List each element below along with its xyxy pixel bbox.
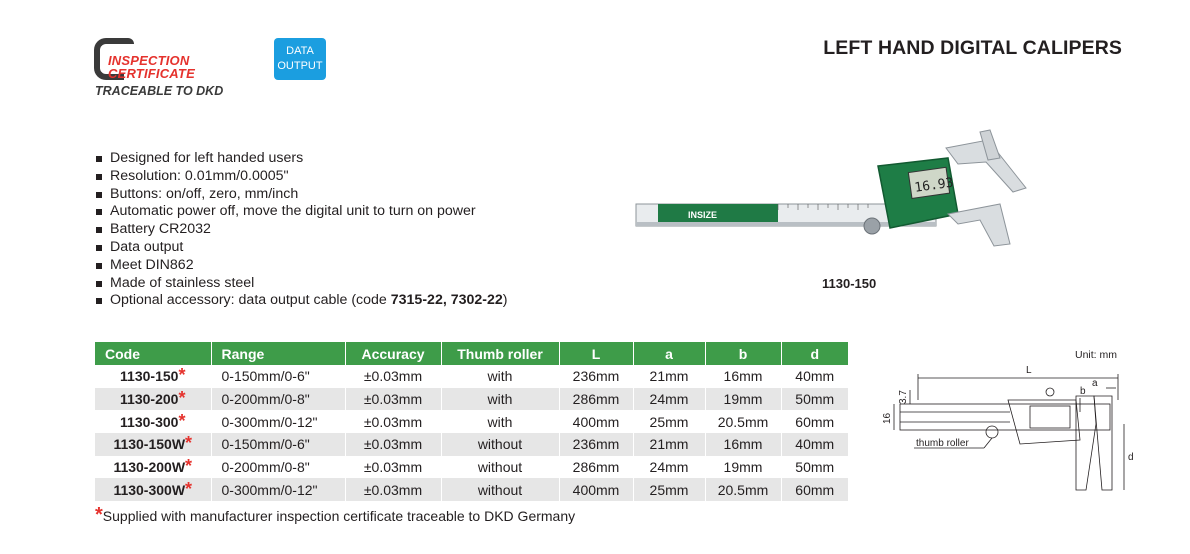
cell-b: 16mm (705, 365, 781, 388)
asterisk: * (185, 433, 193, 454)
cell-d: 40mm (781, 433, 848, 456)
cell-range: 0-150mm/0-6" (211, 433, 345, 456)
feature-item: Battery CR2032 (96, 221, 508, 239)
table-row (95, 410, 848, 433)
cell-thumb-roller: with (441, 388, 559, 411)
table-row (95, 365, 848, 388)
dimension-b-label: b (1080, 386, 1086, 397)
inspection-certificate-logo (94, 36, 244, 100)
footnote-text: Supplied with manufacturer inspection certificate traceable to DKD Germany (102, 508, 576, 524)
cell-accuracy: ±0.03mm (345, 456, 441, 479)
cell-range: 0-300mm/0-12" (211, 478, 345, 501)
table-row (95, 388, 848, 411)
cell-b: 16mm (705, 433, 781, 456)
asterisk: * (185, 456, 193, 477)
cell-thumb-roller: without (441, 433, 559, 456)
cell-d: 40mm (781, 365, 848, 388)
table-row (95, 456, 848, 479)
cell-code: 1130-300* (95, 410, 211, 433)
column-header-thumb-roller: Thumb roller (441, 342, 559, 365)
cell-L: 400mm (559, 410, 633, 433)
column-header-L: L (559, 342, 633, 365)
cell-code: 1130-150* (95, 365, 211, 388)
cell-code: 1130-200W* (95, 456, 211, 479)
column-header-accuracy: Accuracy (345, 342, 441, 365)
specification-table (95, 342, 848, 501)
cell-range: 0-300mm/0-12" (211, 410, 345, 433)
feature-item: Buttons: on/off, zero, mm/inch (96, 186, 508, 204)
asterisk: * (178, 388, 186, 409)
cell-thumb-roller: with (441, 365, 559, 388)
digital-caliper-image (628, 118, 1048, 258)
data-badge-line2: OUTPUT (277, 60, 323, 72)
feature-item: Designed for left handed users (96, 150, 508, 168)
unit-label: Unit: mm (1075, 349, 1117, 361)
cell-d: 60mm (781, 410, 848, 433)
dimension-L-label: L (1026, 365, 1032, 376)
cert-logo-line1: INSPECTION (108, 53, 190, 68)
dimension-3-7-label: 3.7 (898, 390, 909, 404)
feature-item: Made of stainless steel (96, 275, 508, 293)
feature-item: Automatic power off, move the digital unit to turn on power (96, 203, 508, 221)
asterisk: * (185, 478, 193, 499)
cell-L: 236mm (559, 365, 633, 388)
cell-L: 286mm (559, 456, 633, 479)
cell-a: 24mm (633, 388, 705, 411)
cell-a: 25mm (633, 478, 705, 501)
cell-accuracy: ±0.03mm (345, 365, 441, 388)
column-header-range: Range (211, 342, 345, 365)
cell-d: 50mm (781, 456, 848, 479)
cell-accuracy: ±0.03mm (345, 410, 441, 433)
cell-b: 19mm (705, 388, 781, 411)
cell-range: 0-150mm/0-6" (211, 365, 345, 388)
feature-item: Resolution: 0.01mm/0.0005" (96, 168, 508, 186)
data-badge-line1: DATA (286, 45, 314, 57)
product-code-caption: 1130-150 (822, 276, 877, 291)
cert-logo-line3: TRACEABLE TO DKD (95, 84, 224, 98)
cell-code: 1130-150W* (95, 433, 211, 456)
cell-L: 236mm (559, 433, 633, 456)
feature-item: Optional accessory: data output cable (code 7315-22, 7302-22) (96, 292, 508, 310)
cell-L: 286mm (559, 388, 633, 411)
cell-a: 21mm (633, 365, 705, 388)
cell-thumb-roller: with (441, 410, 559, 433)
accessory-codes: 7315-22, 7302-22 (390, 292, 503, 309)
footnote (95, 504, 576, 526)
cell-range: 0-200mm/0-8" (211, 388, 345, 411)
feature-list (96, 150, 508, 310)
dimension-a-label: a (1092, 378, 1098, 389)
page-title: LEFT HAND DIGITAL CALIPERS (823, 37, 1122, 59)
dimension-d-label: d (1128, 452, 1134, 463)
cell-thumb-roller: without (441, 456, 559, 479)
cell-range: 0-200mm/0-8" (211, 456, 345, 479)
cell-accuracy: ±0.03mm (345, 388, 441, 411)
cell-accuracy: ±0.03mm (345, 433, 441, 456)
cert-logo-line2: CERTIFICATE (108, 66, 195, 81)
cell-code: 1130-200* (95, 388, 211, 411)
cell-d: 60mm (781, 478, 848, 501)
feature-item: Meet DIN862 (96, 257, 508, 275)
asterisk: * (178, 365, 186, 386)
cell-b: 20.5mm (705, 410, 781, 433)
table-header-row (95, 342, 848, 365)
cell-a: 25mm (633, 410, 705, 433)
brand-label: INSIZE (688, 210, 718, 220)
column-header-code: Code (95, 342, 211, 365)
cell-thumb-roller: without (441, 478, 559, 501)
asterisk: * (178, 410, 186, 431)
cell-L: 400mm (559, 478, 633, 501)
feature-item: Data output (96, 239, 508, 257)
column-header-a: a (633, 342, 705, 365)
dimension-16-label: 16 (882, 412, 893, 424)
cell-code: 1130-300W* (95, 478, 211, 501)
table-row (95, 433, 848, 456)
cell-d: 50mm (781, 388, 848, 411)
column-header-d: d (781, 342, 848, 365)
cell-a: 21mm (633, 433, 705, 456)
data-output-badge (274, 38, 326, 80)
table-row (95, 478, 848, 501)
cell-accuracy: ±0.03mm (345, 478, 441, 501)
dimension-diagram (880, 360, 1150, 510)
cell-a: 24mm (633, 456, 705, 479)
display-reading: 16.93 (913, 175, 955, 196)
column-header-b: b (705, 342, 781, 365)
cell-b: 19mm (705, 456, 781, 479)
cell-b: 20.5mm (705, 478, 781, 501)
footnote-asterisk: * (95, 504, 103, 526)
thumb-roller-label: thumb roller (916, 438, 969, 449)
